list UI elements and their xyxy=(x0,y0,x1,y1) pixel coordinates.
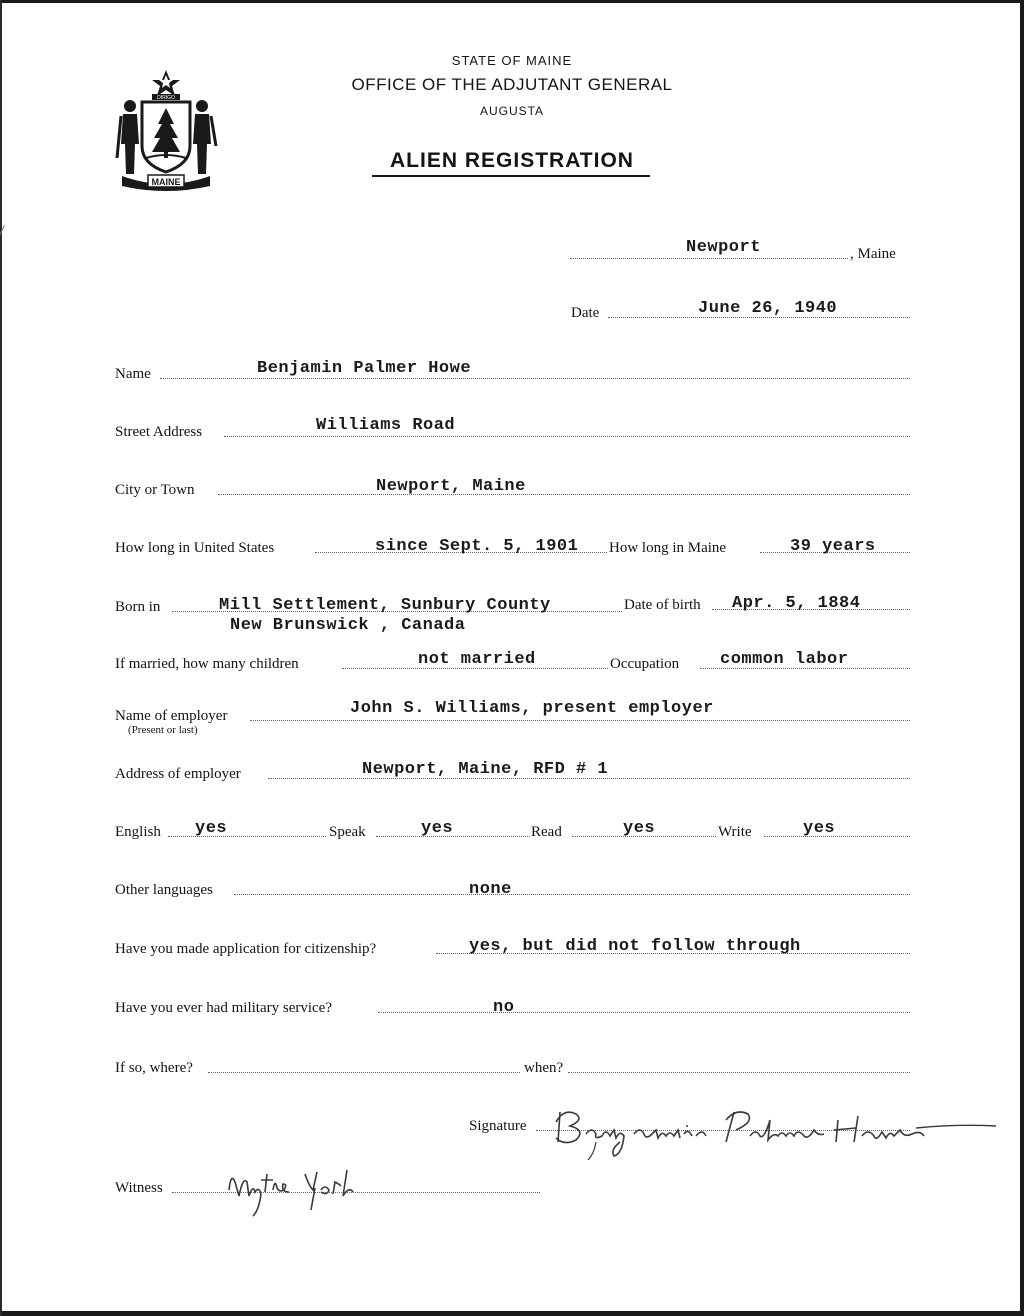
read-label: Read xyxy=(531,824,562,840)
street-label: Street Address xyxy=(115,424,203,440)
title-underline xyxy=(372,175,650,177)
scan-border-right xyxy=(1020,0,1024,1316)
city-value: Newport, Maine xyxy=(376,477,526,496)
city-label: City or Town xyxy=(115,482,195,498)
employer-address-label: Address of employer xyxy=(115,766,241,782)
employer-sublabel: (Present or last) xyxy=(128,724,198,736)
scan-border-top xyxy=(0,0,1024,3)
us-duration-value: since Sept. 5, 1901 xyxy=(375,537,579,556)
witness-handwriting xyxy=(225,1160,365,1220)
employer-label: Name of employer xyxy=(115,708,228,724)
scan-border-bottom xyxy=(0,1311,1024,1316)
date-value: June 26, 1940 xyxy=(698,299,838,318)
place-value: Newport xyxy=(686,238,761,257)
place-line xyxy=(570,258,848,259)
speak-value: yes xyxy=(421,819,454,838)
born-in-label: Born in xyxy=(115,599,161,615)
write-label: Write xyxy=(718,824,752,840)
maine-duration-value: 39 years xyxy=(790,537,876,556)
name-value: Benjamin Palmer Howe xyxy=(257,359,472,378)
scan-border-left xyxy=(0,0,2,1316)
born-in-value-line2: New Brunswick , Canada xyxy=(230,616,466,635)
birth-date-label: Date of birth xyxy=(624,597,701,613)
header-office: OFFICE OF THE ADJUTANT GENERAL xyxy=(351,75,673,94)
employer-address-value: Newport, Maine, RFD # 1 xyxy=(362,760,609,779)
employer-value: John S. Williams, present employer xyxy=(350,699,714,718)
header-city: AUGUSTA xyxy=(479,104,545,118)
header-state: STATE OF MAINE xyxy=(451,53,573,68)
english-value: yes xyxy=(195,819,228,838)
where-line xyxy=(208,1072,520,1073)
street-line xyxy=(224,436,910,437)
other-languages-line xyxy=(234,894,910,895)
citizenship-value: yes, but did not follow through xyxy=(469,937,801,956)
signature-handwriting xyxy=(536,1090,1006,1160)
children-label: If married, how many children xyxy=(115,656,299,672)
speak-label: Speak xyxy=(329,824,366,840)
witness-label: Witness xyxy=(115,1180,163,1196)
street-value: Williams Road xyxy=(316,416,456,435)
children-value: not married xyxy=(418,650,536,669)
form-title: ALIEN REGISTRATION xyxy=(390,149,634,172)
where-label: If so, where? xyxy=(115,1060,193,1076)
other-languages-label: Other languages xyxy=(115,882,213,898)
born-in-value: Mill Settlement, Sunbury County xyxy=(219,596,551,615)
write-line xyxy=(764,836,910,837)
us-duration-label: How long in United States xyxy=(115,540,275,556)
place-suffix: , Maine xyxy=(850,246,896,262)
date-label: Date xyxy=(571,305,600,321)
seal-text: MAINE xyxy=(151,177,181,187)
military-label: Have you ever had military service? xyxy=(115,1000,332,1016)
when-label: when? xyxy=(524,1060,564,1076)
military-line xyxy=(378,1012,910,1013)
maine-duration-label: How long in Maine xyxy=(609,540,727,556)
signature-label: Signature xyxy=(469,1118,527,1134)
other-languages-value: none xyxy=(469,880,512,899)
name-label: Name xyxy=(115,366,151,382)
military-value: no xyxy=(493,998,515,1017)
read-value: yes xyxy=(623,819,656,838)
occupation-value: common labor xyxy=(720,650,849,669)
employer-line xyxy=(250,720,910,721)
english-line xyxy=(168,836,326,837)
occupation-label: Occupation xyxy=(610,656,680,672)
seal-motto: DIRIGO xyxy=(157,95,175,101)
write-value: yes xyxy=(803,819,836,838)
english-label: English xyxy=(115,824,161,840)
when-line xyxy=(568,1072,910,1073)
city-line xyxy=(218,494,910,495)
citizenship-label: Have you made application for citizenship? xyxy=(115,941,377,957)
birth-date-value: Apr. 5, 1884 xyxy=(732,594,861,613)
